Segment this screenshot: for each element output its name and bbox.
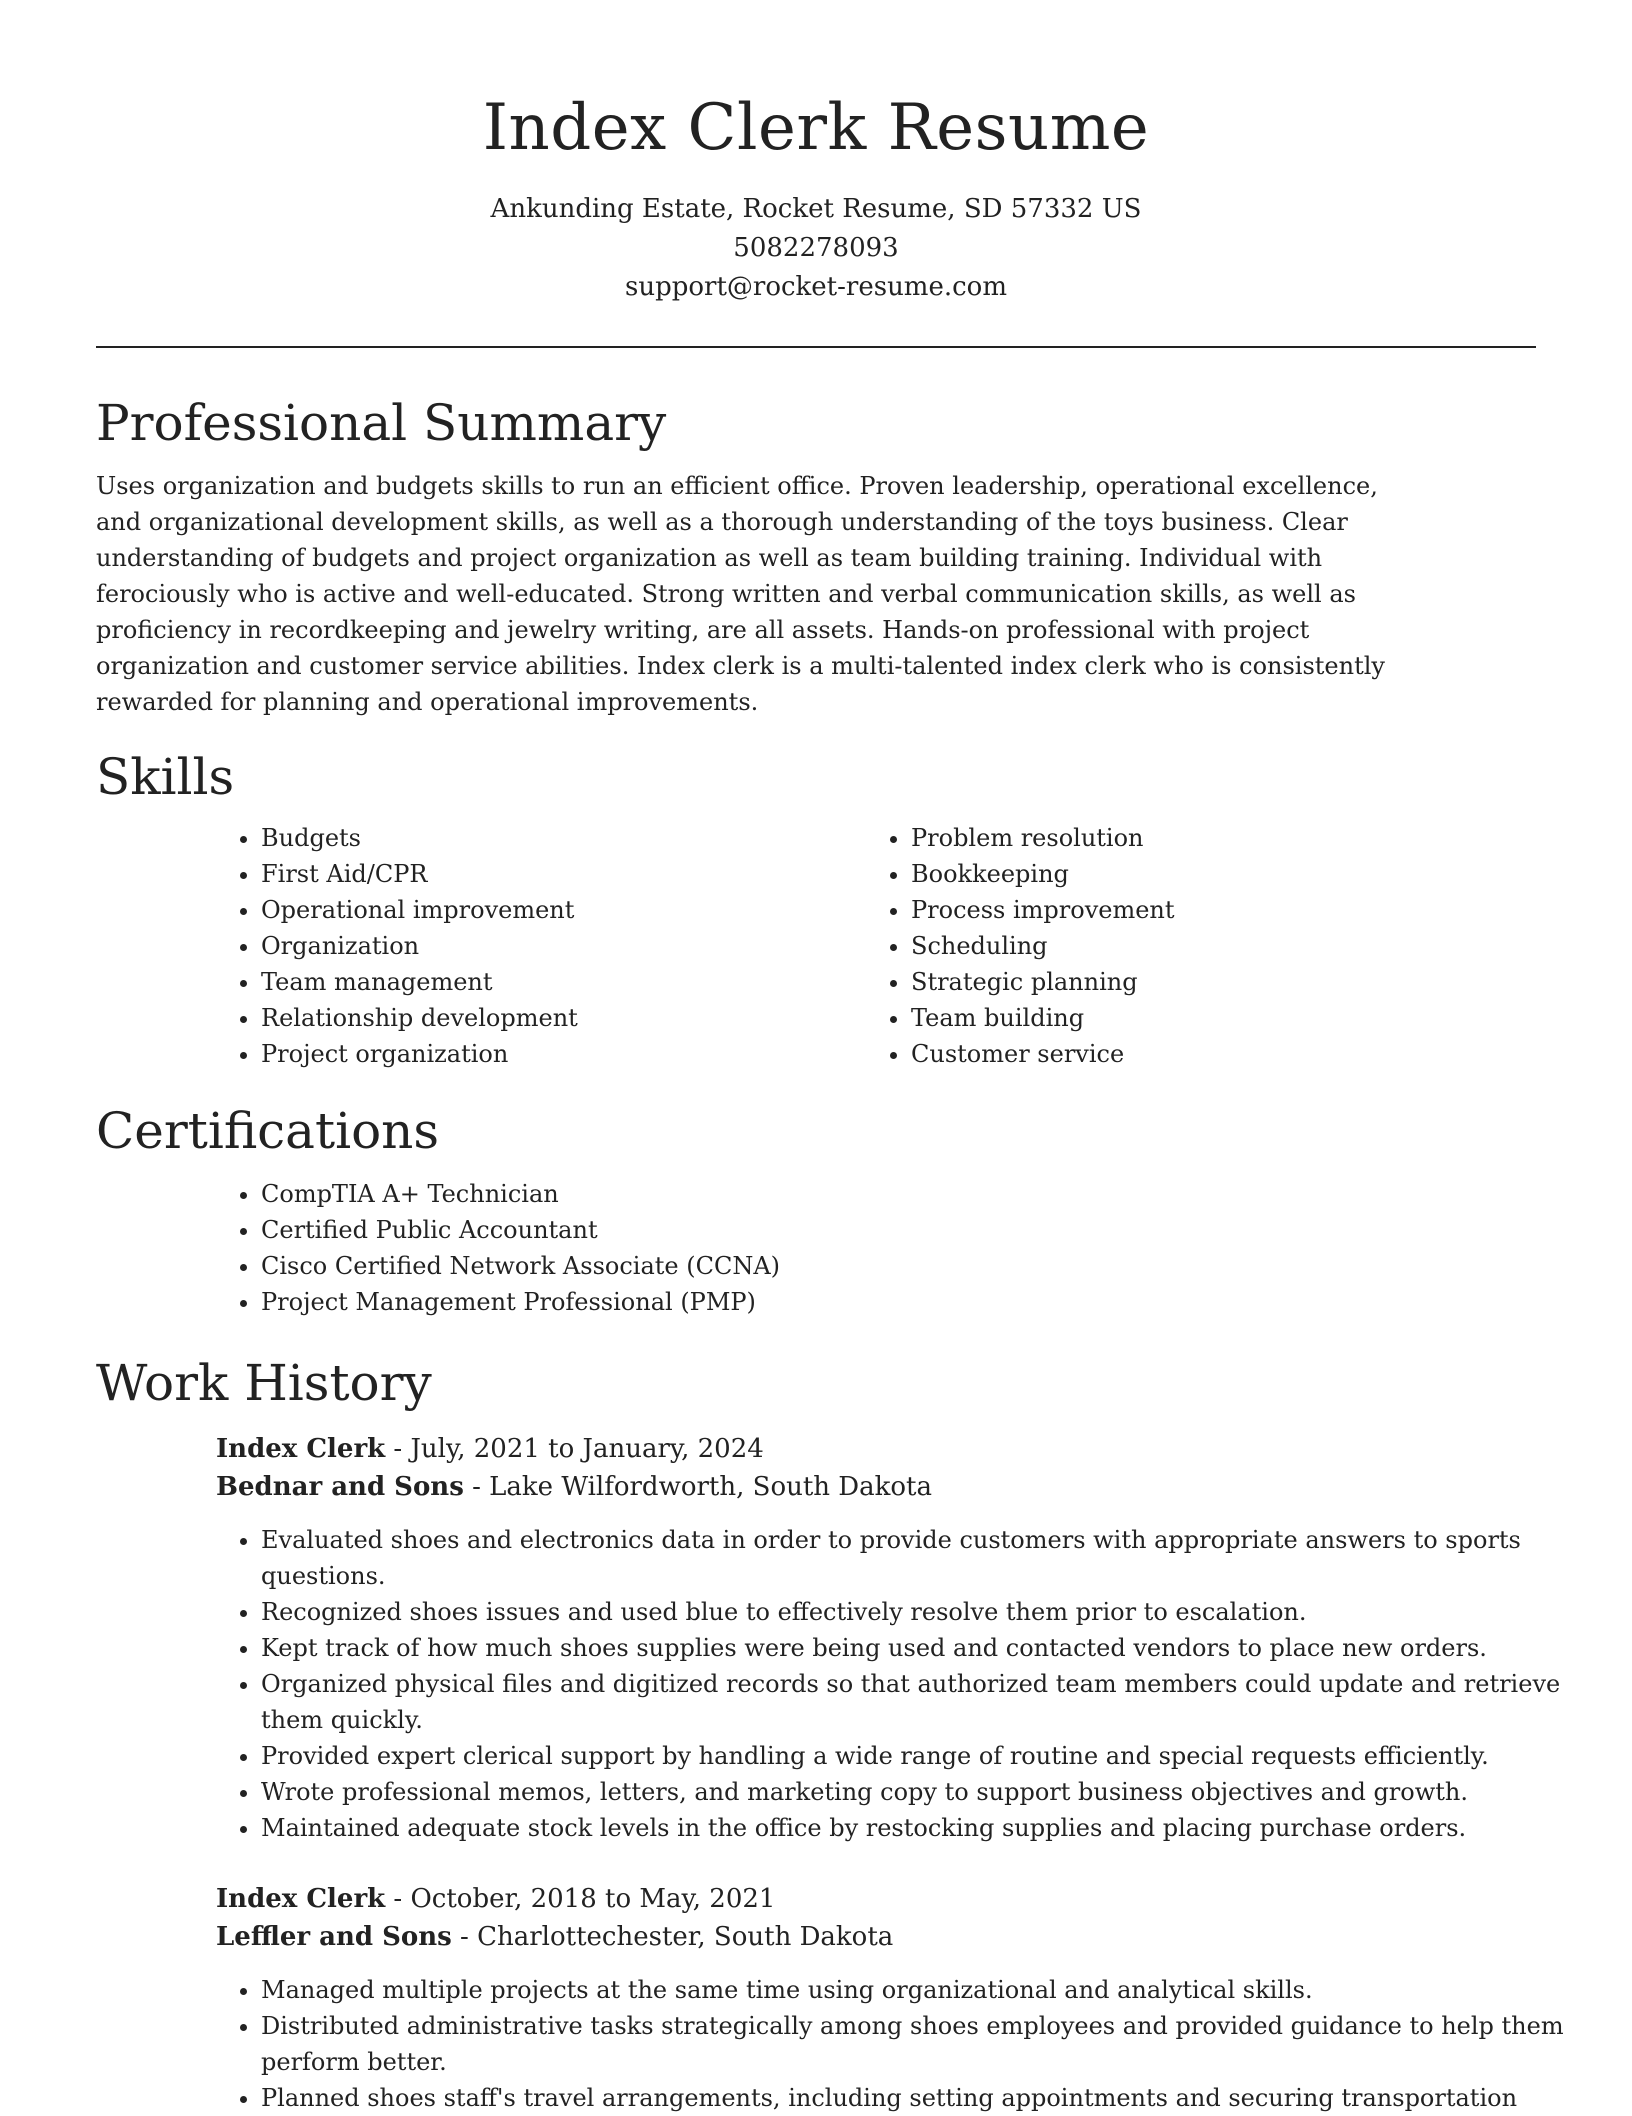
contact-block: [96, 190, 1536, 307]
header-divider: [96, 346, 1536, 348]
job-bullet: • Organized physical files and digitized records so that authorized team members could update and retrieve them quickly.: [261, 1666, 1581, 1738]
certification-item: • Project Management Professional (PMP): [261, 1284, 1536, 1320]
job-company: Bednar and Sons: [216, 1472, 464, 1502]
skill-item: • Organization: [261, 928, 866, 964]
job-location: - Charlottechester, South Dakota: [451, 1922, 894, 1952]
skill-item: • Strategic planning: [911, 964, 1516, 1000]
skills-grid: [216, 820, 1536, 1072]
job-bullet: • Distributed administrative tasks strategically among shoes employees and provided guidance to help them perform better.: [261, 2008, 1581, 2080]
skill-item: • Budgets: [261, 820, 866, 856]
skills-section: [96, 742, 1536, 1072]
skills-list-right: [866, 820, 1516, 1072]
skill-item: • Team building: [911, 1000, 1516, 1036]
skill-item: • First Aid/CPR: [261, 856, 866, 892]
job-bullet: • Provided expert clerical support by handling a wide range of routine and special requests efficiently.: [261, 1738, 1581, 1774]
job-bullet: • Planned shoes staff's travel arrangements, including setting appointments and securing transportation: [261, 2080, 1581, 2116]
resume-title: Index Clerk Resume: [482, 91, 1150, 165]
summary-section: [96, 388, 1536, 720]
certification-item: • Certified Public Accountant: [261, 1212, 1536, 1248]
job-bullet: • Recognized shoes issues and used blue to effectively resolve them prior to escalation.: [261, 1594, 1581, 1630]
job-entry: [216, 1880, 1564, 2116]
job-bullet: • Wrote professional memos, letters, and marketing copy to support business objectives and growth.: [261, 1774, 1581, 1810]
skill-item: • Relationship development: [261, 1000, 866, 1036]
skill-item: • Bookkeeping: [911, 856, 1516, 892]
certifications-list: [216, 1176, 1536, 1320]
job-company-line: [216, 1468, 1536, 1506]
work-history-heading: Work History: [96, 1354, 432, 1412]
job-bullet: • Evaluated shoes and electronics data in order to provide customers with appropriate answers to sports questions.: [261, 1522, 1581, 1594]
work-history-section: [96, 1348, 1564, 2116]
skill-item: • Scheduling: [911, 928, 1516, 964]
skills-heading: Skills: [96, 748, 235, 806]
certifications-section: [96, 1096, 1536, 1320]
job-bullet: • Kept track of how much shoes supplies were being used and contacted vendors to place new orders.: [261, 1630, 1581, 1666]
job-title-line: [216, 1430, 1536, 1468]
job-location: - Lake Wilfordworth, South Dakota: [463, 1472, 933, 1502]
job-entry: [216, 1430, 1561, 1846]
skill-item: • Customer service: [911, 1036, 1516, 1072]
certifications-list-wrap: [216, 1176, 1536, 1320]
summary-text: Uses organization and budgets skills to run an efficient office. Proven leadership, operational excellence, and organizational development skills, as well as a thorough understanding of the toys business. Clear understanding of budgets and project organization as well as team building training. Individual with ferociously who is active and well-educated. Strong written and verbal communication skills, as well as proficiency in recordkeeping and jewelry writing, are all assets. Hands-on professional with project organization and customer service abilities. Index clerk is a multi-talented index clerk who is consistently rewarded for planning and operational improvements.: [96, 472, 1385, 716]
job-title-line: [216, 1880, 1536, 1918]
job-company: Leffler and Sons: [216, 1922, 452, 1952]
certification-item: • CompTIA A+ Technician: [261, 1176, 1536, 1212]
skill-item: • Problem resolution: [911, 820, 1516, 856]
job-bullets: [216, 1972, 1581, 2116]
resume-header: [96, 0, 1536, 307]
job-title: Index Clerk: [216, 1884, 386, 1914]
skills-list-left: [216, 820, 866, 1072]
contact-address: Ankunding Estate, Rocket Resume, SD 57332 US: [490, 194, 1142, 224]
job-company-line: [216, 1918, 1536, 1956]
summary-heading: Professional Summary: [96, 394, 667, 452]
job-bullets: [216, 1522, 1581, 1846]
job-dates: - October, 2018 to May, 2021: [385, 1884, 776, 1914]
job-bullet: • Managed multiple projects at the same time using organizational and analytical skills.: [261, 1972, 1581, 2008]
contact-phone: 5082278093: [733, 233, 899, 263]
certifications-heading: Certifications: [96, 1102, 440, 1160]
job-bullet: • Maintained adequate stock levels in the office by restocking supplies and placing purchase orders.: [261, 1810, 1581, 1846]
skills-column-right: [866, 820, 1516, 1072]
skills-column-left: [216, 820, 866, 1072]
job-title: Index Clerk: [216, 1434, 386, 1464]
certification-item: • Cisco Certified Network Associate (CCNA): [261, 1248, 1536, 1284]
skill-item: • Project organization: [261, 1036, 866, 1072]
contact-email: support@rocket-resume.com: [624, 272, 1007, 302]
skill-item: • Process improvement: [911, 892, 1516, 928]
resume-page: [96, 0, 1564, 2116]
job-dates: - July, 2021 to January, 2024: [385, 1434, 764, 1464]
skill-item: • Team management: [261, 964, 866, 1000]
skill-item: • Operational improvement: [261, 892, 866, 928]
